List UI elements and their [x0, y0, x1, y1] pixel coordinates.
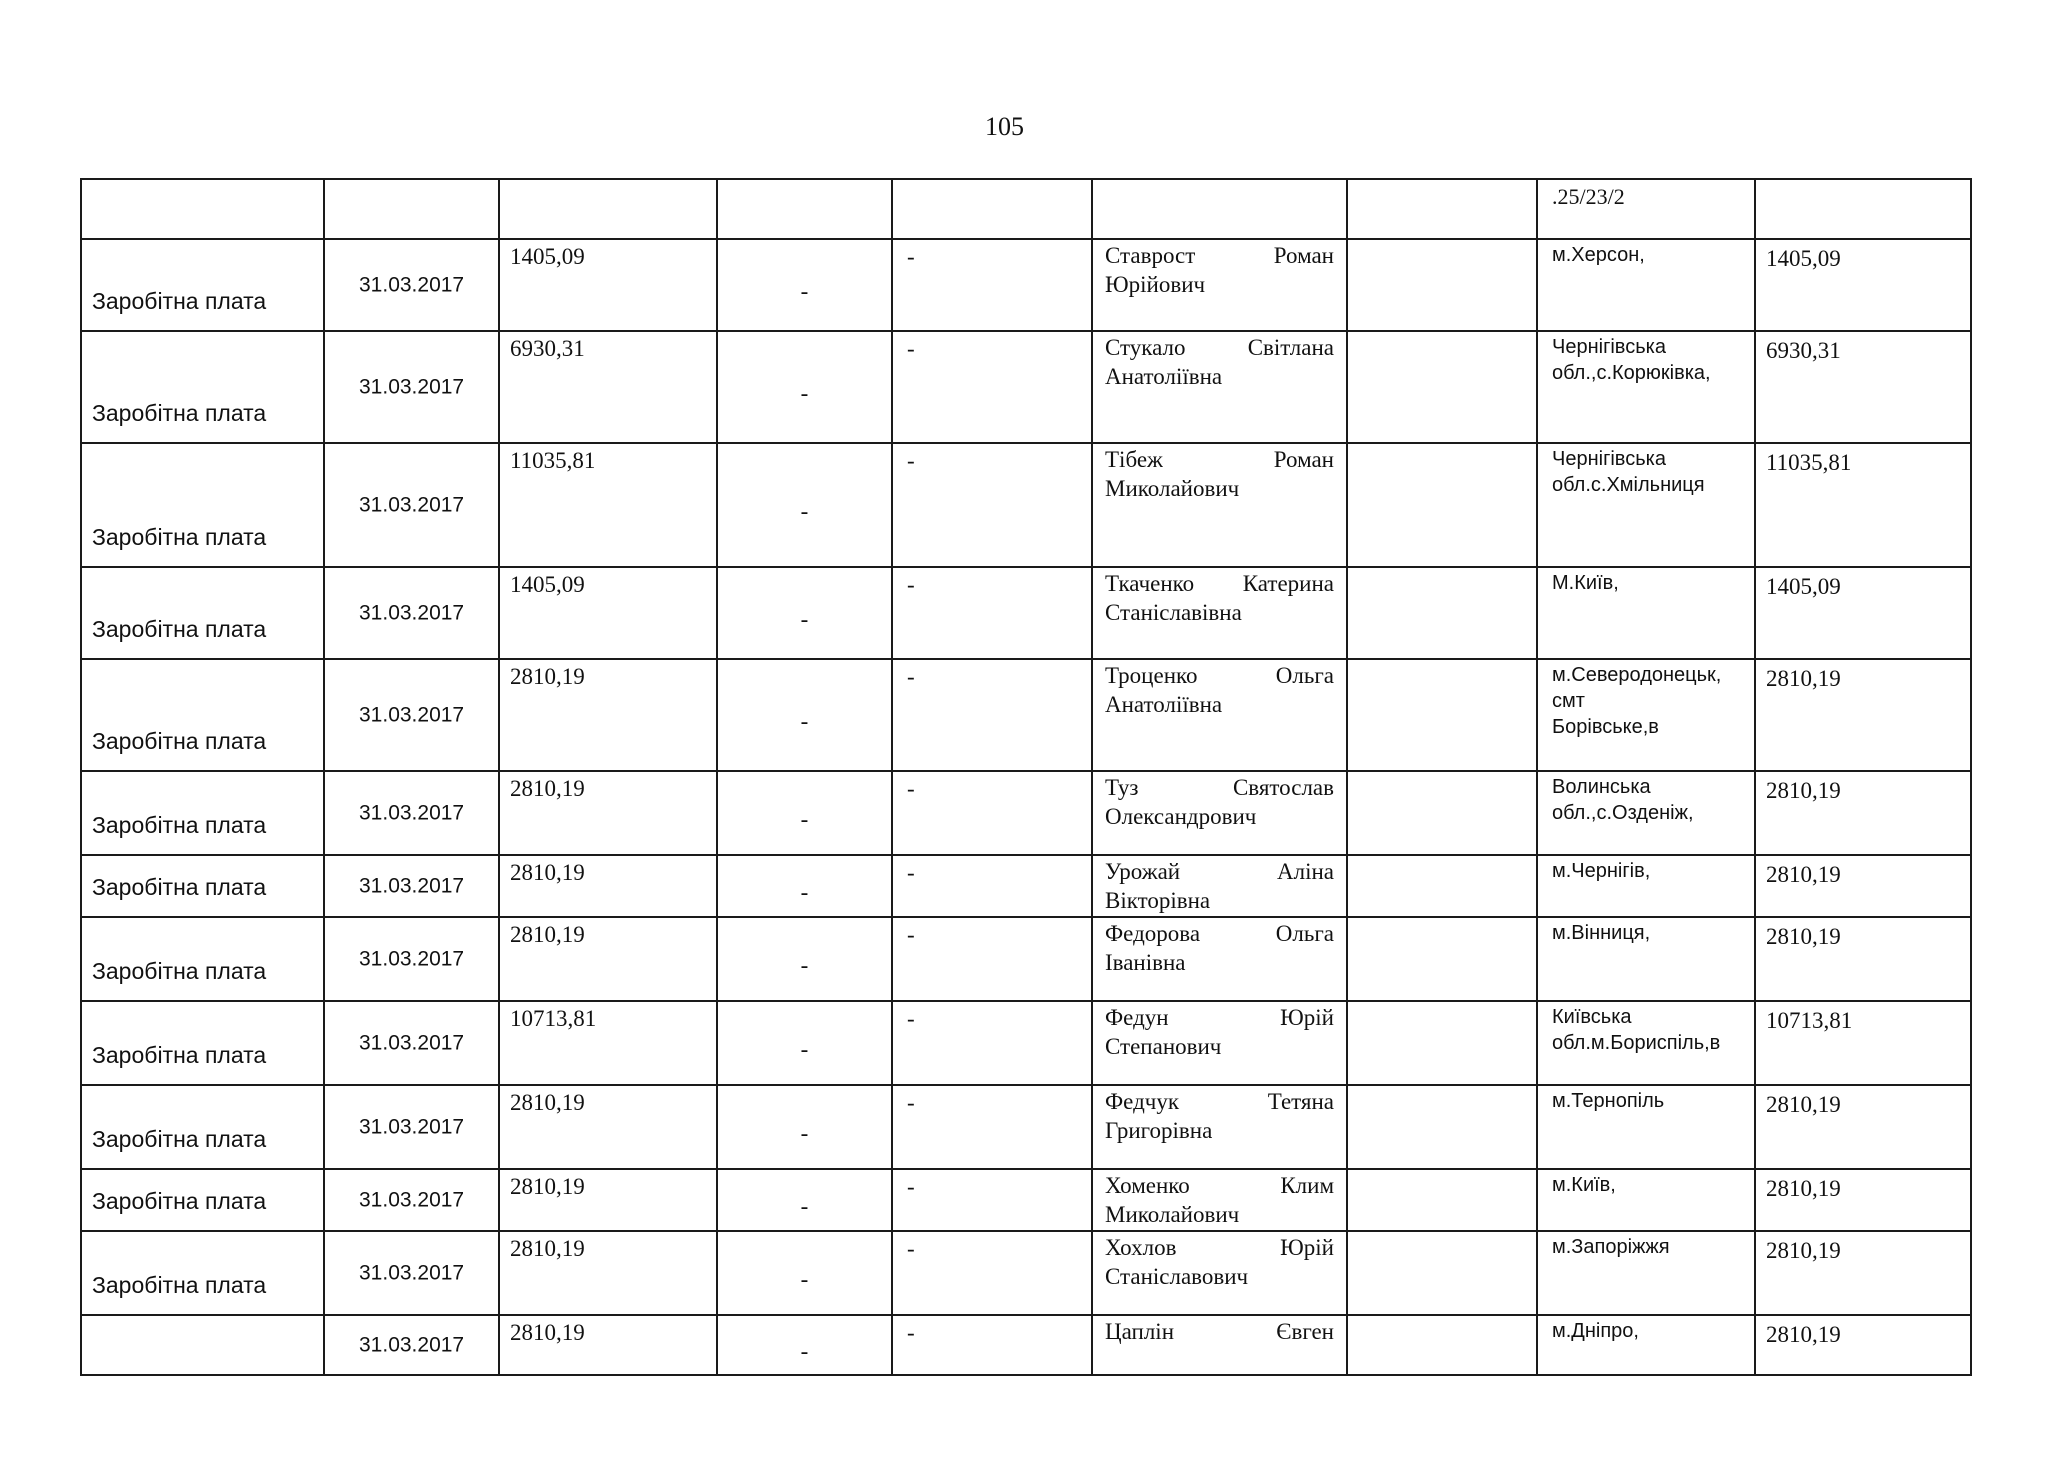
purpose-cell: [81, 239, 324, 331]
empty-value-dash: -: [907, 664, 915, 689]
dash-cell: [717, 1169, 892, 1231]
redacted-cell: [1347, 331, 1537, 443]
recipient-first-name: Юрій: [1280, 1005, 1334, 1030]
date-cell: [324, 771, 499, 855]
address-cell: [1537, 1001, 1755, 1085]
amount-cell: [499, 567, 717, 659]
amount-cell: [499, 239, 717, 331]
header-cell: [717, 179, 892, 239]
sum-cell: [1755, 1085, 1971, 1169]
recipient-name-cell: [1092, 1315, 1347, 1375]
empty-value-dash: -: [800, 708, 809, 734]
payment-date: 31.03.2017: [359, 1333, 465, 1357]
dash-cell: [717, 1001, 892, 1085]
recipient-patronymic: Станіславівна: [1105, 600, 1242, 625]
table-row: [81, 1231, 1971, 1315]
payment-date: 31.03.2017: [359, 703, 465, 727]
table-row: [81, 917, 1971, 1001]
amount-cell: [499, 1001, 717, 1085]
dash-cell: [892, 443, 1092, 567]
sum-cell: [1755, 239, 1971, 331]
recipient-patronymic: Станіславович: [1105, 1264, 1249, 1289]
redacted-cell: [1347, 1315, 1537, 1375]
payment-amount: 2810,19: [510, 922, 585, 947]
recipient-first-name: Катерина: [1242, 571, 1334, 596]
address-line: обл.с.Хмільниця: [1552, 474, 1705, 496]
table-row: [81, 1315, 1971, 1375]
amount-cell: [499, 855, 717, 917]
recipient-surname: Цаплін: [1105, 1319, 1174, 1344]
payment-amount: 1405,09: [510, 244, 585, 269]
payment-date: 31.03.2017: [359, 1261, 465, 1285]
payment-amount: 2810,19: [510, 1236, 585, 1261]
payment-amount: 2810,19: [510, 860, 585, 885]
recipient-name-cell: [1092, 331, 1347, 443]
payment-sum: 2810,19: [1766, 666, 1841, 691]
sum-cell: [1755, 659, 1971, 771]
amount-cell: [499, 1169, 717, 1231]
address-cell: [1537, 1231, 1755, 1315]
purpose-cell: [81, 1315, 324, 1375]
empty-value-dash: -: [907, 1174, 915, 1199]
address-line: обл.,с.Корюківка,: [1552, 362, 1711, 384]
empty-value-dash: -: [800, 1120, 809, 1146]
recipient-name-cell: [1092, 567, 1347, 659]
date-cell: [324, 331, 499, 443]
dash-cell: [717, 855, 892, 917]
date-cell: [324, 1315, 499, 1375]
recipient-first-name: Роман: [1273, 447, 1334, 472]
dash-cell: [717, 567, 892, 659]
redacted-cell: [1347, 917, 1537, 1001]
payment-date: 31.03.2017: [359, 375, 465, 399]
payment-sum: 2810,19: [1766, 1322, 1841, 1347]
date-cell: [324, 917, 499, 1001]
account-code-fragment: .25/23/2: [1552, 184, 1625, 209]
sum-cell: [1755, 771, 1971, 855]
date-cell: [324, 1085, 499, 1169]
recipient-surname: Тібеж: [1105, 447, 1163, 472]
payment-date: 31.03.2017: [359, 874, 465, 898]
redacted-cell: [1347, 239, 1537, 331]
sum-cell: [1755, 443, 1971, 567]
dash-cell: [892, 855, 1092, 917]
date-cell: [324, 567, 499, 659]
recipient-patronymic: Анатоліївна: [1105, 364, 1223, 389]
empty-value-dash: -: [907, 1090, 915, 1115]
recipient-surname: Федорова: [1105, 921, 1201, 946]
table-row: [81, 331, 1971, 443]
payment-purpose: Заробітна плата: [92, 874, 267, 900]
sum-cell: [1755, 567, 1971, 659]
empty-value-dash: -: [800, 380, 809, 406]
recipient-first-name: Юрій: [1280, 1235, 1334, 1260]
recipient-name-cell: [1092, 1231, 1347, 1315]
empty-value-dash: -: [800, 606, 809, 632]
recipient-surname: Хоменко: [1105, 1173, 1190, 1198]
recipient-first-name: Клим: [1280, 1173, 1334, 1198]
payment-sum: 1405,09: [1766, 574, 1841, 599]
address-line: Волинська: [1552, 776, 1651, 798]
payment-sum: 2810,19: [1766, 862, 1841, 887]
payment-purpose: Заробітна плата: [92, 288, 267, 314]
recipient-first-name: Тетяна: [1267, 1089, 1334, 1114]
redacted-cell: [1347, 1231, 1537, 1315]
payment-purpose: Заробітна плата: [92, 958, 267, 984]
header-cell: [499, 179, 717, 239]
sum-cell: [1755, 331, 1971, 443]
payment-register-table: [80, 178, 1972, 1376]
empty-value-dash: -: [907, 572, 915, 597]
address-line: Борівське,в: [1552, 716, 1659, 738]
purpose-cell: [81, 331, 324, 443]
recipient-first-name: Світлана: [1247, 335, 1334, 360]
recipient-surname: Туз: [1105, 775, 1139, 800]
redacted-cell: [1347, 1001, 1537, 1085]
dash-cell: [717, 1231, 892, 1315]
dash-cell: [892, 1315, 1092, 1375]
table-row: [81, 771, 1971, 855]
dash-cell: [892, 659, 1092, 771]
address-line: обл.,с.Озденіж,: [1552, 802, 1694, 824]
amount-cell: [499, 917, 717, 1001]
payment-date: 31.03.2017: [359, 601, 465, 625]
recipient-surname: Ткаченко: [1105, 571, 1195, 596]
redacted-cell: [1347, 855, 1537, 917]
address-cell: [1537, 1085, 1755, 1169]
payment-date: 31.03.2017: [359, 1115, 465, 1139]
recipient-patronymic: Степанович: [1105, 1034, 1222, 1059]
table-row: [81, 239, 1971, 331]
recipient-name-cell: [1092, 1001, 1347, 1085]
sum-cell: [1755, 917, 1971, 1001]
empty-value-dash: -: [907, 860, 915, 885]
payment-sum: 2810,19: [1766, 778, 1841, 803]
empty-value-dash: -: [907, 1320, 915, 1345]
address-cell: [1537, 771, 1755, 855]
recipient-patronymic: Іванівна: [1105, 950, 1186, 975]
payment-purpose: Заробітна плата: [92, 1272, 267, 1298]
address-cell: [1537, 567, 1755, 659]
dash-cell: [892, 1231, 1092, 1315]
payment-sum: 6930,31: [1766, 338, 1841, 363]
empty-value-dash: -: [800, 498, 809, 524]
address-line: обл.м.Бориспіль,в: [1552, 1032, 1721, 1054]
payment-amount: 10713,81: [510, 1006, 597, 1031]
empty-value-dash: -: [800, 1338, 809, 1364]
dash-cell: [892, 239, 1092, 331]
dash-cell: [892, 331, 1092, 443]
purpose-cell: [81, 443, 324, 567]
sum-cell: [1755, 1231, 1971, 1315]
table-row: [81, 443, 1971, 567]
address-cell: [1537, 917, 1755, 1001]
payment-purpose: Заробітна плата: [92, 1188, 267, 1214]
recipient-surname: Федчук: [1105, 1089, 1180, 1114]
empty-value-dash: -: [800, 879, 809, 905]
dash-cell: [892, 567, 1092, 659]
payment-amount: 1405,09: [510, 572, 585, 597]
header-cell: [1092, 179, 1347, 239]
date-cell: [324, 1169, 499, 1231]
address-cell: [1537, 1169, 1755, 1231]
payment-purpose: Заробітна плата: [92, 728, 267, 754]
recipient-name-cell: [1092, 917, 1347, 1001]
header-cell: [1537, 179, 1755, 239]
table-row: [81, 567, 1971, 659]
address-cell: [1537, 855, 1755, 917]
payment-sum: 2810,19: [1766, 1238, 1841, 1263]
dash-cell: [717, 239, 892, 331]
payment-amount: 2810,19: [510, 1090, 585, 1115]
purpose-cell: [81, 1085, 324, 1169]
payment-amount: 6930,31: [510, 336, 585, 361]
address-cell: [1537, 331, 1755, 443]
dash-cell: [892, 917, 1092, 1001]
payment-sum: 11035,81: [1766, 450, 1852, 475]
recipient-patronymic: Анатоліївна: [1105, 692, 1223, 717]
purpose-cell: [81, 917, 324, 1001]
recipient-patronymic: Юрійович: [1105, 272, 1206, 297]
payment-date: 31.03.2017: [359, 1188, 465, 1212]
recipient-surname: Урожай: [1105, 859, 1181, 884]
payment-sum: 2810,19: [1766, 1176, 1841, 1201]
empty-value-dash: -: [907, 1006, 915, 1031]
amount-cell: [499, 1315, 717, 1375]
redacted-cell: [1347, 443, 1537, 567]
empty-value-dash: -: [907, 776, 915, 801]
redacted-cell: [1347, 1085, 1537, 1169]
table-header-row: [81, 179, 1971, 239]
address-line: м.Київ,: [1552, 1174, 1616, 1196]
amount-cell: [499, 1231, 717, 1315]
address-line: Чернігівська: [1552, 336, 1666, 358]
redacted-cell: [1347, 771, 1537, 855]
payment-date: 31.03.2017: [359, 801, 465, 825]
recipient-patronymic: Миколайович: [1105, 476, 1240, 501]
recipient-first-name: Ольга: [1275, 921, 1334, 946]
purpose-cell: [81, 1001, 324, 1085]
table-body: [81, 179, 1971, 1375]
redacted-cell: [1347, 567, 1537, 659]
address-line: м.Херсон,: [1552, 244, 1645, 266]
amount-cell: [499, 771, 717, 855]
recipient-name-cell: [1092, 1169, 1347, 1231]
amount-cell: [499, 659, 717, 771]
address-line: м.Вінниця,: [1552, 922, 1651, 944]
address-cell: [1537, 1315, 1755, 1375]
date-cell: [324, 659, 499, 771]
empty-value-dash: -: [907, 336, 915, 361]
recipient-patronymic: Григорівна: [1105, 1118, 1213, 1143]
header-cell: [81, 179, 324, 239]
recipient-surname: Троценко: [1105, 663, 1198, 688]
address-line: Чернігівська: [1552, 448, 1666, 470]
payment-amount: 2810,19: [510, 1174, 585, 1199]
purpose-cell: [81, 771, 324, 855]
address-line: м.Чернігів,: [1552, 860, 1651, 882]
recipient-surname: Хохлов: [1105, 1235, 1177, 1260]
payment-sum: 2810,19: [1766, 1092, 1841, 1117]
dash-cell: [717, 771, 892, 855]
payment-sum: 2810,19: [1766, 924, 1841, 949]
recipient-patronymic: Миколайович: [1105, 1202, 1240, 1227]
table-row: [81, 659, 1971, 771]
recipient-surname: Стукало: [1105, 335, 1186, 360]
address-line: м.Запоріжжя: [1552, 1236, 1670, 1258]
recipient-name-cell: [1092, 659, 1347, 771]
recipient-first-name: Ольга: [1275, 663, 1334, 688]
date-cell: [324, 1001, 499, 1085]
payment-purpose: Заробітна плата: [92, 1126, 267, 1152]
empty-value-dash: -: [800, 1266, 809, 1292]
empty-value-dash: -: [907, 448, 915, 473]
header-cell: [1347, 179, 1537, 239]
payment-amount: 2810,19: [510, 776, 585, 801]
empty-value-dash: -: [800, 952, 809, 978]
amount-cell: [499, 331, 717, 443]
dash-cell: [717, 331, 892, 443]
address-line: м.Северодонецьк,: [1552, 664, 1722, 686]
date-cell: [324, 443, 499, 567]
payment-purpose: Заробітна плата: [92, 524, 267, 550]
date-cell: [324, 855, 499, 917]
recipient-first-name: Святослав: [1232, 775, 1334, 800]
recipient-name-cell: [1092, 443, 1347, 567]
recipient-name-cell: [1092, 855, 1347, 917]
header-cell: [1755, 179, 1971, 239]
recipient-name-cell: [1092, 239, 1347, 331]
recipient-patronymic: Вікторівна: [1105, 888, 1211, 913]
dash-cell: [892, 1001, 1092, 1085]
address-cell: [1537, 659, 1755, 771]
recipient-first-name: Євген: [1276, 1319, 1334, 1344]
payment-amount: 2810,19: [510, 1320, 585, 1345]
amount-cell: [499, 443, 717, 567]
address-line: М.Київ,: [1552, 572, 1619, 594]
purpose-cell: [81, 567, 324, 659]
redacted-cell: [1347, 1169, 1537, 1231]
sum-cell: [1755, 855, 1971, 917]
dash-cell: [717, 1085, 892, 1169]
dash-cell: [892, 1085, 1092, 1169]
recipient-surname: Федун: [1105, 1005, 1169, 1030]
page-number: 105: [985, 112, 1024, 141]
empty-value-dash: -: [800, 806, 809, 832]
dash-cell: [717, 1315, 892, 1375]
address-line: м.Тернопіль: [1552, 1090, 1665, 1112]
sum-cell: [1755, 1001, 1971, 1085]
table-row: [81, 855, 1971, 917]
payment-amount: 11035,81: [510, 448, 596, 473]
table-row: [81, 1169, 1971, 1231]
date-cell: [324, 239, 499, 331]
address-line: Київська: [1552, 1006, 1632, 1028]
header-cell: [892, 179, 1092, 239]
recipient-first-name: Аліна: [1277, 859, 1334, 884]
address-line: смт: [1552, 690, 1585, 712]
table-row: [81, 1001, 1971, 1085]
header-cell: [324, 179, 499, 239]
payment-purpose: Заробітна плата: [92, 1042, 267, 1068]
payment-purpose: Заробітна плата: [92, 400, 267, 426]
sum-cell: [1755, 1169, 1971, 1231]
dash-cell: [892, 771, 1092, 855]
empty-value-dash: -: [907, 922, 915, 947]
purpose-cell: [81, 1231, 324, 1315]
payment-date: 31.03.2017: [359, 273, 465, 297]
payment-sum: 1405,09: [1766, 246, 1841, 271]
date-cell: [324, 1231, 499, 1315]
payment-purpose: Заробітна плата: [92, 812, 267, 838]
payment-purpose: Заробітна плата: [92, 616, 267, 642]
payment-date: 31.03.2017: [359, 947, 465, 971]
payment-amount: 2810,19: [510, 664, 585, 689]
payment-sum: 10713,81: [1766, 1008, 1853, 1033]
purpose-cell: [81, 855, 324, 917]
empty-value-dash: -: [800, 278, 809, 304]
recipient-name-cell: [1092, 771, 1347, 855]
sum-cell: [1755, 1315, 1971, 1375]
payment-date: 31.03.2017: [359, 493, 465, 517]
empty-value-dash: -: [907, 244, 915, 269]
dash-cell: [717, 659, 892, 771]
dash-cell: [717, 443, 892, 567]
recipient-patronymic: Олександрович: [1105, 804, 1257, 829]
empty-value-dash: -: [907, 1236, 915, 1261]
purpose-cell: [81, 1169, 324, 1231]
payment-date: 31.03.2017: [359, 1031, 465, 1055]
address-cell: [1537, 443, 1755, 567]
dash-cell: [892, 1169, 1092, 1231]
empty-value-dash: -: [800, 1193, 809, 1219]
address-cell: [1537, 239, 1755, 331]
redacted-cell: [1347, 659, 1537, 771]
empty-value-dash: -: [800, 1036, 809, 1062]
recipient-name-cell: [1092, 1085, 1347, 1169]
recipient-surname: Ставрост: [1105, 243, 1196, 268]
dash-cell: [717, 917, 892, 1001]
recipient-first-name: Роман: [1273, 243, 1334, 268]
amount-cell: [499, 1085, 717, 1169]
table-row: [81, 1085, 1971, 1169]
address-line: м.Дніпро,: [1552, 1320, 1639, 1342]
purpose-cell: [81, 659, 324, 771]
